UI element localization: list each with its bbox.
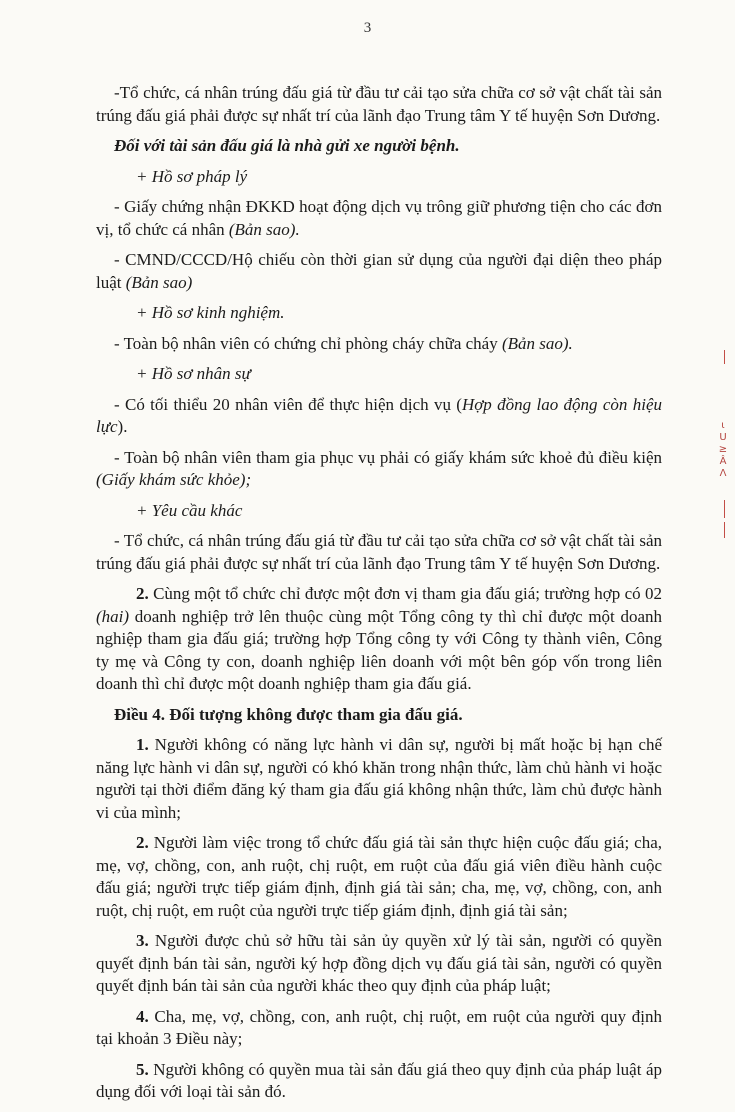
italic-note: (Bản sao). <box>501 333 573 353</box>
paragraph: - Tổ chức, cá nhân trúng đấu giá từ đầu tư cải tạo sửa chữa cơ sở vật chất tài sản trúng đấu giá phải được sự nhất trí của lãnh đạo Trung tâm Y tế huyện Sơn Dương. <box>96 531 662 573</box>
paragraph <box>96 930 662 998</box>
margin-tick <box>724 350 725 364</box>
margin-mark: ɩ <box>721 420 725 431</box>
section-heading: Đối với tài sản đấu giá là nhà gửi xe người bệnh. <box>114 136 460 155</box>
italic-note: (hai) <box>96 606 130 626</box>
paragraph <box>96 447 662 492</box>
clause-number: 2. <box>136 584 149 603</box>
text: Người không có quyền mua tài sản đấu giá theo quy định của pháp luật áp dụng đối với loại tài sản đó. <box>96 1059 662 1101</box>
article-title: Điều 4. Đối tượng không được tham gia đấu giá. <box>114 704 463 724</box>
paragraph <box>96 583 662 696</box>
paragraph <box>96 333 662 356</box>
margin-tick <box>724 500 725 518</box>
italic-note: (Giấy khám sức khỏe); <box>96 470 252 489</box>
paragraph <box>96 249 662 294</box>
italic-note: Hợp đồng lao động còn hiệu lực <box>96 394 662 436</box>
paragraph <box>96 196 662 241</box>
document-body <box>96 82 662 1112</box>
clause-number: 3. <box>136 931 149 950</box>
margin-mark: Λ <box>719 468 727 479</box>
margin-mark: Â <box>719 456 727 467</box>
subheading: + Hồ sơ nhân sự <box>136 364 251 383</box>
text: Người không có năng lực hành vi dân sự, người bị mất hoặc bị hạn chế năng lực hành vi dân sự, người có khó khăn trong nhận thức, làm chủ hành vi hoặc người tại thời điểm đăng ký tham gia đấu giá không nhận thức, làm chủ được hành vi của mình; <box>96 735 662 822</box>
margin-mark: ≥ <box>718 444 728 455</box>
subheading: + Hồ sơ pháp lý <box>136 166 248 186</box>
text: doanh nghiệp trở lên thuộc cùng một Tổng công ty thì chỉ được một doanh nghiệp tham gia đấu giá; trường hợp Tổng công ty với Công ty thành viên, Công ty mẹ và Công ty con, doanh nghiệp liên doanh với một bên góp vốn trong liên doanh thì chỉ được một doanh nghiệp tham gia đấu giá. <box>96 606 662 693</box>
text: - Giấy chứng nhận ĐKKD hoạt động dịch vụ trông giữ phương tiện cho các đơn vị, tổ chức cá nhân <box>96 197 662 239</box>
subheading: + Hồ sơ kinh nghiệm. <box>136 303 285 322</box>
subheading: + Yêu cầu khác <box>136 500 243 520</box>
text: - Toàn bộ nhân viên có chứng chỉ phòng cháy chữa cháy <box>114 333 502 353</box>
text: Người được chủ sở hữu tài sản ủy quyền xử lý tài sản, người có quyền quyết định bán tài sản, người ký hợp đồng dịch vụ đấu giá tài sản, người có quyền quyết định bán tài sản của người khác theo quy định của pháp luật; <box>96 931 662 995</box>
clause-number: 4. <box>136 1006 149 1026</box>
clause-number: 5. <box>136 1059 149 1079</box>
paragraph <box>96 832 662 922</box>
paragraph <box>96 394 662 439</box>
paragraph: -Tổ chức, cá nhân trúng đấu giá từ đầu tư cải tạo sửa chữa cơ sở vật chất tài sản trúng đấu giá phải được sự nhất trí của lãnh đạo Trung tâm Y tế huyện Sơn Dương. <box>96 83 662 125</box>
italic-note: (Bản sao) <box>125 272 193 292</box>
text: - Có tối thiểu 20 nhân viên để thực hiện dịch vụ ( <box>114 394 462 414</box>
page-number: 3 <box>363 20 372 36</box>
paragraph <box>96 1059 662 1104</box>
margin-tick <box>724 522 725 538</box>
margin-mark: U <box>719 432 727 443</box>
text: - Toàn bộ nhân viên tham gia phục vụ phải có giấy khám sức khoẻ đủ điều kiện <box>114 447 662 467</box>
text: - CMND/CCCD/Hộ chiếu còn thời gian sử dụng của người đại diện theo pháp luật <box>96 250 662 292</box>
margin-stamp-marks <box>716 420 730 480</box>
clause-number: 2. <box>136 833 149 852</box>
text: Người làm việc trong tổ chức đấu giá tài sản thực hiện cuộc đấu giá; cha, mẹ, vợ, chồng, con, anh ruột, chị ruột, em ruột của đấu giá viên điều hành cuộc đấu giá; người trực tiếp giám định, định giá tài sản; cha, mẹ, vợ, chồng, con, anh ruột, chị ruột, em ruột của người trực tiếp giám định, định giá tài sản; <box>96 833 662 920</box>
text: ). <box>117 417 128 436</box>
text: Cha, mẹ, vợ, chồng, con, anh ruột, chị ruột, em ruột của người quy định tại khoản 3 Điều này; <box>96 1006 662 1048</box>
italic-note: (Bản sao). <box>228 219 300 239</box>
text: Cùng một tổ chức chỉ được một đơn vị tham gia đấu giá; trường hợp có 02 <box>148 584 662 603</box>
clause-number: 1. <box>136 735 149 754</box>
paragraph <box>96 1006 662 1051</box>
paragraph <box>96 734 662 824</box>
